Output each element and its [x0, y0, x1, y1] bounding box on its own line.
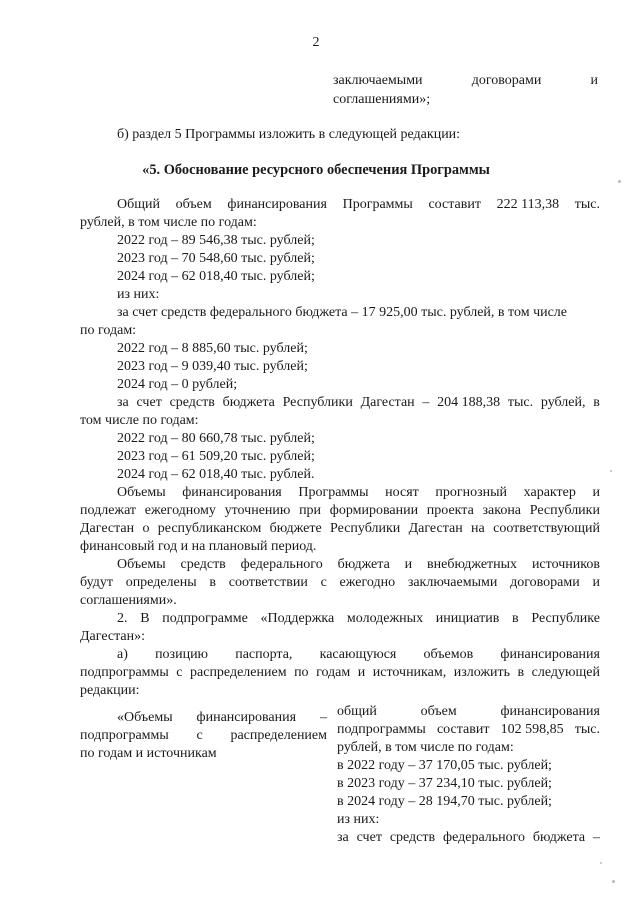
word: в — [512, 611, 519, 626]
word: источникам, — [372, 665, 447, 680]
word: с — [196, 728, 203, 743]
word: Объемы — [117, 485, 166, 500]
word: будут — [80, 575, 113, 590]
word: финансирования — [196, 710, 297, 725]
word: позицию — [155, 647, 209, 662]
table-left-line-2 — [80, 727, 327, 745]
p4-line-2 — [80, 502, 600, 520]
p2-line-2: по годам: — [80, 323, 137, 338]
word: счет — [136, 395, 162, 410]
p7-line-1 — [117, 646, 600, 664]
p1-line-1 — [117, 196, 600, 214]
table-right-line-3: рублей, в том числе по годам: — [337, 740, 514, 755]
word: носят — [385, 485, 419, 500]
word: Республики — [330, 521, 401, 536]
table-right-line-last — [337, 829, 600, 847]
word: «Поддержка — [260, 611, 335, 626]
word: финансирования — [182, 485, 282, 500]
p2-year-2022: 2022 год – 8 885,60 тыс. рублей; — [117, 341, 308, 356]
p3-line-1 — [117, 394, 600, 412]
word: Объемы — [117, 557, 166, 572]
p3-line-2: том числе по годам: — [80, 413, 199, 428]
word: тыс. — [507, 395, 534, 410]
p1-year-2022: 2022 год – 89 546,38 тыс. рублей; — [117, 233, 315, 248]
p1-of-them: из них: — [117, 287, 160, 302]
word: проекта — [426, 503, 474, 518]
word: составит — [436, 722, 490, 737]
word: 222 113,38 — [496, 197, 560, 212]
page-number: 2 — [312, 35, 320, 50]
scan-speck — [612, 880, 615, 883]
word: и — [590, 73, 598, 88]
scan-speck — [618, 180, 621, 183]
p5-line-1 — [117, 556, 600, 574]
p7-line-3: редакции: — [80, 683, 140, 698]
word: средств — [180, 557, 226, 572]
scan-speck — [600, 862, 602, 864]
table-right-of-them: из них: — [337, 812, 380, 827]
word: подпрограммы — [80, 728, 169, 743]
word: а) — [117, 647, 128, 662]
word: характер — [523, 485, 576, 500]
word: финансирования — [227, 197, 327, 212]
word: счет — [356, 830, 382, 845]
p5-line-2 — [80, 574, 600, 592]
word: рублей, — [540, 395, 586, 410]
word: соответствующий — [493, 521, 600, 536]
p6-line-2: Дагестан»: — [80, 629, 145, 644]
word: объемов — [423, 647, 474, 662]
word: о — [142, 521, 150, 536]
word: тыс. — [574, 722, 600, 737]
word: республиканском — [157, 521, 262, 536]
word: Общий — [117, 197, 160, 212]
word: средств — [389, 830, 436, 845]
word: уточнению — [224, 503, 291, 518]
word: средств — [169, 395, 215, 410]
word: Программы — [298, 485, 369, 500]
word: источников — [531, 557, 600, 572]
section-title: «5. Обоснование ресурсного обеспечения Программы — [142, 162, 490, 178]
word: бюджете — [269, 521, 322, 536]
p1-line-2: рублей, в том числе по годам: — [80, 215, 257, 230]
p4-line-4: финансовый год и на плановый период. — [80, 539, 317, 554]
word: составит — [428, 197, 481, 212]
p1-year-2023: 2023 год – 70 548,60 тыс. рублей; — [117, 251, 315, 266]
word: бюджета — [532, 830, 586, 845]
word: молодежных — [346, 611, 424, 626]
word: закона — [482, 503, 522, 518]
word: распределением — [190, 665, 287, 680]
p2-year-2024: 2024 год – 0 рублей; — [117, 377, 238, 392]
word: – — [422, 395, 430, 410]
word: договорами — [471, 73, 542, 88]
word: федерального — [443, 830, 526, 845]
word: соответствии — [228, 575, 308, 590]
p2-line-1: за счет средств федерального бюджета – 17 925,00 тыс. рублей, в том числе — [117, 305, 568, 320]
word: – — [319, 710, 327, 725]
word: 204 188,38 — [437, 395, 501, 410]
word: заключаемыми — [333, 73, 423, 88]
word: объем — [175, 197, 212, 212]
item-b-text: б) раздел 5 Программы изложить в следующей редакции: — [117, 127, 461, 142]
word: на — [471, 521, 485, 536]
table-right-line-2 — [337, 721, 600, 739]
word: в — [593, 395, 600, 410]
word: с — [320, 575, 327, 590]
word: при — [299, 503, 322, 518]
table-right-year-2023: в 2023 году – 37 234,10 тыс. рублей; — [337, 776, 552, 791]
p7-line-2 — [80, 664, 600, 682]
word: по — [294, 665, 309, 680]
word: подпрограммы — [80, 665, 169, 680]
word: ежегодно — [339, 575, 396, 590]
word: тыс. — [574, 197, 600, 212]
table-right-year-2024: в 2024 году – 28 194,70 тыс. рублей; — [337, 794, 552, 809]
word: распределением — [230, 728, 327, 743]
continuation-line-1 — [333, 72, 598, 90]
p3-year-2024: 2024 год – 62 018,40 тыс. рублей. — [117, 467, 315, 482]
word: Дагестан — [80, 521, 135, 536]
word: определены — [125, 575, 197, 590]
word: бюджета — [337, 557, 390, 572]
p3-year-2022: 2022 год – 80 660,78 тыс. рублей; — [117, 431, 315, 446]
word: за — [337, 830, 349, 845]
p6-line-1 — [117, 610, 600, 628]
p4-line-3 — [80, 520, 600, 538]
word: ежегодному — [144, 503, 216, 518]
p5-line-3: соглашениями». — [80, 593, 177, 608]
word: Республики — [529, 503, 600, 518]
word: годам — [316, 665, 351, 680]
word: Программы — [342, 197, 413, 212]
word: «Объемы — [117, 710, 173, 725]
word: и — [592, 485, 600, 500]
word: Республики — [282, 395, 353, 410]
word: подлежат — [80, 503, 137, 518]
p3-year-2023: 2023 год – 61 509,20 тыс. рублей; — [117, 449, 315, 464]
word: 102 598,85 — [500, 722, 564, 737]
word: финансирования — [500, 647, 600, 662]
word: за — [117, 395, 129, 410]
scan-speck — [610, 470, 612, 472]
word: 2. — [117, 611, 128, 626]
word: паспорта, — [235, 647, 293, 662]
word: бюджета — [222, 395, 275, 410]
table-left-line-3: по годам и источникам — [80, 746, 217, 761]
word: внебюджетных — [427, 557, 518, 572]
p1-year-2024: 2024 год – 62 018,40 тыс. рублей; — [117, 269, 315, 284]
word: объем — [420, 704, 457, 719]
word: Дагестан — [408, 521, 463, 536]
word: – — [592, 830, 600, 845]
word: и — [357, 665, 366, 680]
word: В — [140, 611, 150, 626]
word: Республике — [531, 611, 600, 626]
word: подпрограмме — [162, 611, 248, 626]
word: и — [404, 557, 413, 572]
continuation-line-2: соглашениями»; — [333, 92, 431, 107]
word: следующей — [531, 665, 600, 680]
word: в — [517, 665, 525, 680]
word: подпрограммы — [337, 722, 426, 737]
word: формировании — [329, 503, 419, 518]
word: и — [592, 575, 600, 590]
word: в — [209, 575, 217, 590]
word: Дагестан — [360, 395, 415, 410]
table-right-year-2022: в 2022 году – 37 170,05 тыс. рублей; — [337, 758, 552, 773]
word: финансирования — [500, 704, 600, 719]
table-left-line-1 — [117, 709, 327, 727]
table-right-line-1 — [337, 703, 600, 721]
word: федерального — [240, 557, 323, 572]
p2-year-2023: 2023 год – 9 039,40 тыс. рублей; — [117, 359, 308, 374]
word: общий — [337, 704, 377, 719]
word: изложить — [453, 665, 511, 680]
word: инициатив — [435, 611, 500, 626]
p4-line-1 — [117, 484, 600, 502]
word: прогнозный — [435, 485, 508, 500]
word: договорами — [510, 575, 580, 590]
word: с — [176, 665, 183, 680]
word: касающуюся — [319, 647, 397, 662]
word: заключаемыми — [407, 575, 498, 590]
